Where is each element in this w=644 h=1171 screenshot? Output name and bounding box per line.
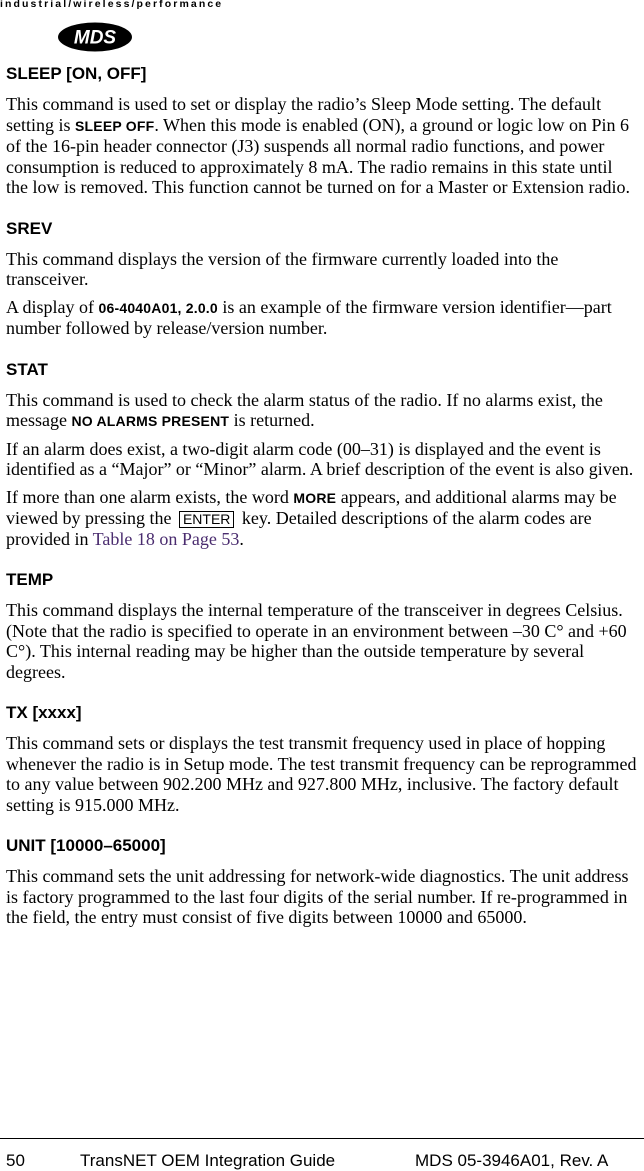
section-tx: [6, 703, 638, 815]
section-temp: [6, 570, 638, 682]
paragraph: This command is used to check the alarm status of the radio. If no alarms exist, the message NO ALARMS PRESENT is returned.: [6, 389, 603, 430]
command-text: MORE: [293, 489, 337, 506]
section-srev: [6, 219, 638, 339]
section-heading: TX [xxxx]: [6, 703, 82, 722]
logo-text: MDS: [73, 27, 117, 49]
command-text: 06-4040A01, 2.0.0: [98, 299, 218, 316]
paragraph: This command displays the internal temperature of the transceiver in degrees Celsius. (Note that the radio is specified to operate in an environment between –30 C° and +60 C°). This internal reading may be higher than the outside temperature by several degrees.: [6, 600, 627, 682]
mds-logo: [57, 22, 133, 52]
section-heading: UNIT [10000–65000]: [6, 836, 166, 855]
brand-tagline: industrial/wireless/performance: [0, 0, 224, 10]
paragraph: A display of 06-4040A01, 2.0.0 is an example of the firmware version identifier—part number followed by release/version number.: [6, 296, 612, 338]
page-number: 50: [6, 1151, 25, 1170]
section-stat: [6, 360, 638, 550]
section-sleep: [6, 64, 638, 198]
paragraph: If an alarm does exist, a two-digit alarm code (00–31) is displayed and the event is identified as a “Major” or “Minor” alarm. A brief description of the event is also given.: [6, 438, 634, 479]
page-content: [6, 64, 638, 949]
paragraph: If more than one alarm exists, the word MORE appears, and additional alarms may be viewed by pressing the ENTER key. Detailed descriptions of the alarm codes are provided in Table 18 on Page 53.: [6, 486, 617, 549]
table-reference-link[interactable]: Table 18 on Page 53: [92, 528, 240, 549]
section-heading: SREV: [6, 218, 53, 238]
section-heading: TEMP: [6, 570, 54, 589]
paragraph: This command sets or displays the test transmit frequency used in place of hopping whenever the radio is in Setup mode. The test transmit frequency can be reprogrammed to any value between 902.200 MHz and 927.800 MHz, inclusive. The factory default setting is 915.000 MHz.: [6, 733, 637, 815]
section-heading: SLEEP [ON, OFF]: [6, 64, 147, 83]
paragraph: This command is used to set or display the radio’s Sleep Mode setting. The default setting is SLEEP OFF. When this mode is enabled (ON), a ground or logic low on Pin 6 of the 16-pin header connector (J3) suspends all normal radio functions, and power consumption is reduced to approximately 8 mA. The radio remains in this state until the low is removed. This function cannot be turned on for a Master or Extension radio.: [6, 94, 631, 197]
document-number: MDS 05-3946A01, Rev. A: [415, 1151, 609, 1170]
guide-title: TransNET OEM Integration Guide: [80, 1151, 336, 1170]
command-text: NO ALARMS PRESENT: [71, 413, 230, 429]
paragraph: This command displays the version of the firmware currently loaded into the transceiver.: [6, 248, 559, 289]
section-unit: [6, 836, 638, 928]
paragraph: This command sets the unit addressing for network-wide diagnostics. The unit address is factory programmed to the last four digits of the serial number. If re-programmed in the field, the entry must consist of five digits between 10000 and 65000.: [6, 866, 629, 927]
section-heading: STAT: [6, 359, 48, 379]
footer-divider: [0, 1138, 644, 1139]
command-text: SLEEP OFF: [75, 117, 155, 134]
enter-key: ENTER: [179, 511, 234, 528]
